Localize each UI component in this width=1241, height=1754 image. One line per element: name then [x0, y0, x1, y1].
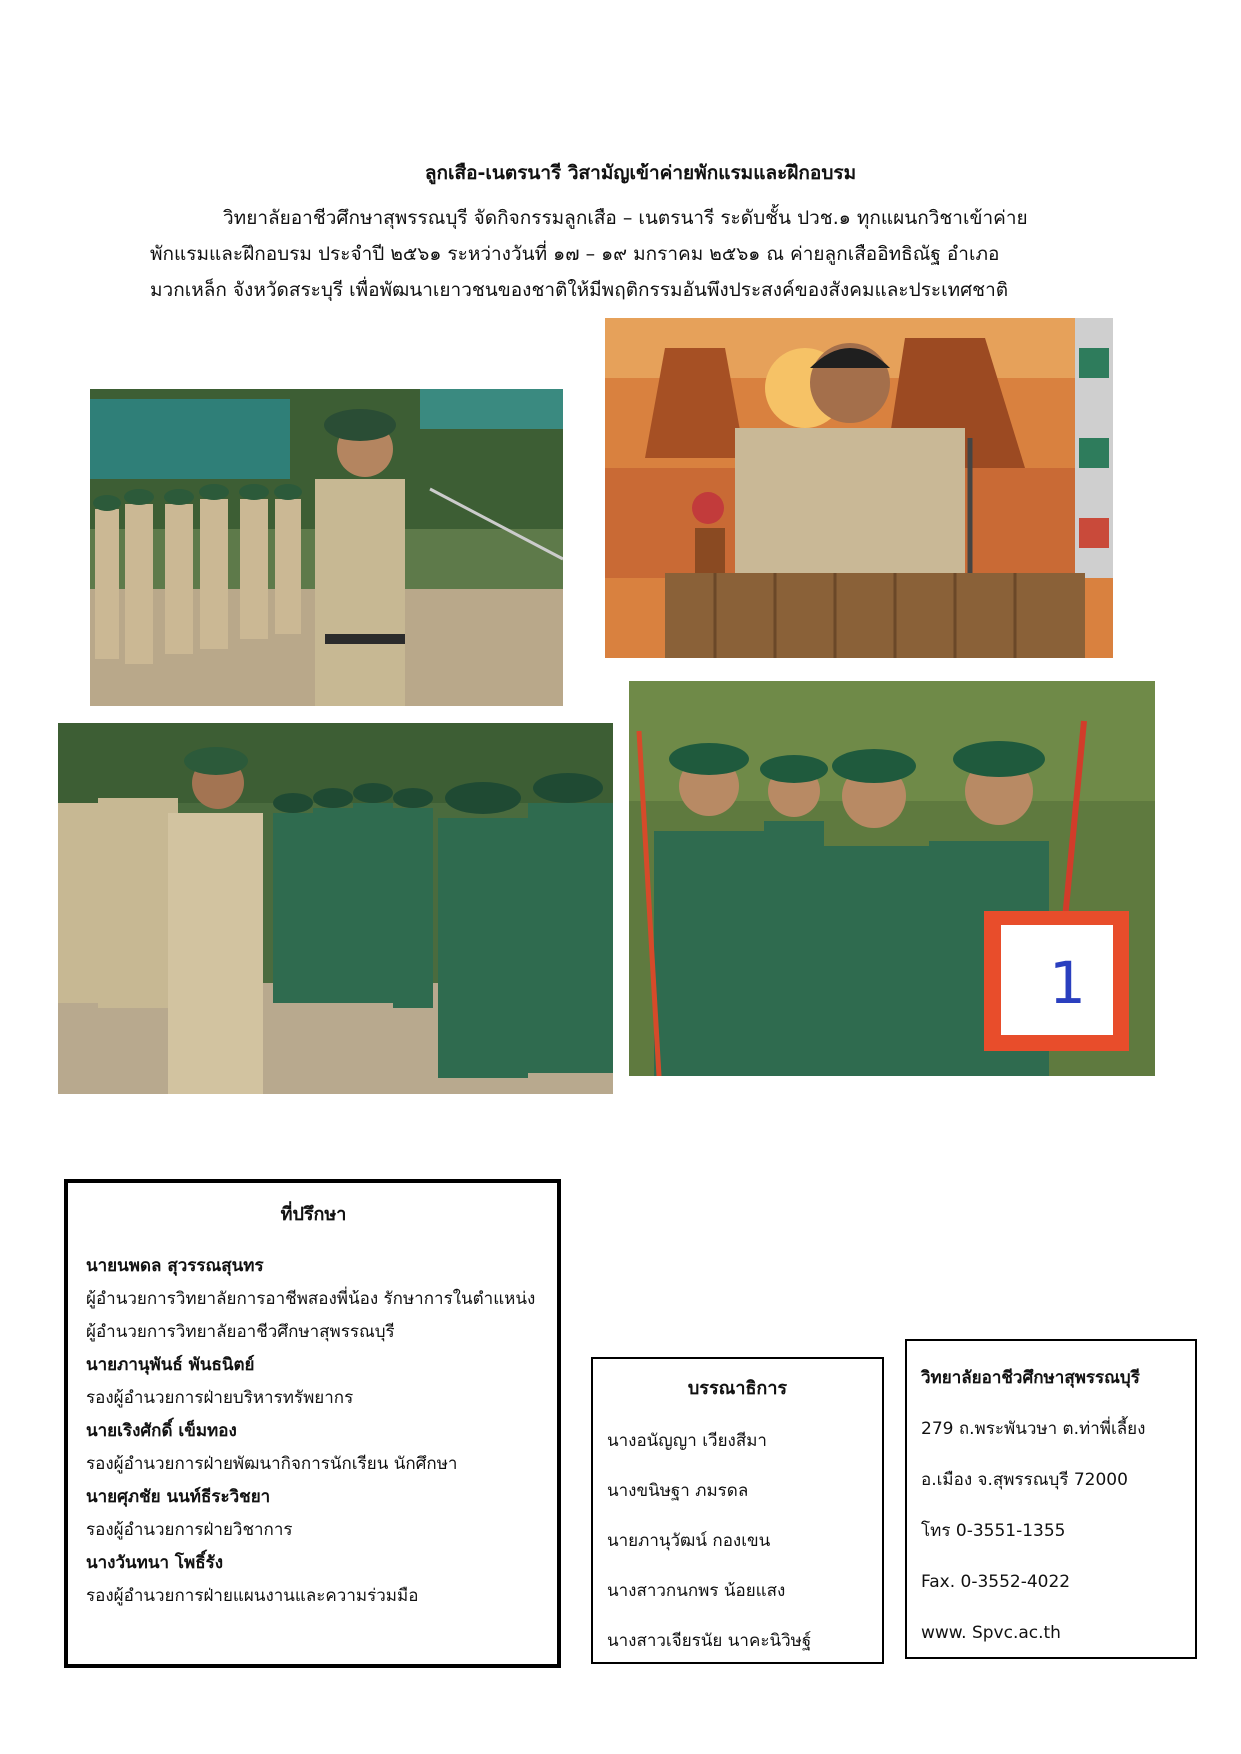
- contact-box: [905, 1339, 1197, 1659]
- photo-podium-speaker: [605, 318, 1113, 658]
- advisor-name: นายเริงศักดิ์ เข็มทอง: [86, 1421, 237, 1441]
- editor-name: นางขนิษฐา ภมรดล: [607, 1481, 749, 1501]
- photo-scout-salute: [58, 723, 613, 1094]
- address-line: 279 ถ.พระพันวษา ต.ท่าพี่เลี้ยง: [921, 1419, 1146, 1439]
- photo-instructor-speech: [90, 389, 563, 706]
- editor-name: นางสาวกนกพร น้อยแสง: [607, 1581, 786, 1601]
- sign-number: 1: [1049, 949, 1086, 1017]
- advisor-position: รองผู้อำนวยการฝ่ายวิชาการ: [86, 1520, 293, 1540]
- photo-scouts-group-sign: [629, 681, 1155, 1076]
- advisor-position: รองผู้อำนวยการฝ่ายพัฒนากิจการนักเรียน นักศึกษา: [86, 1454, 458, 1474]
- editors-title: บรรณาธิการ: [687, 1378, 788, 1399]
- intro-line: พักแรมและฝึกอบรม ประจำปี ๒๕๖๑ ระหว่างวันที่ ๑๗ – ๑๙ มกราคม ๒๕๖๑ ณ ค่ายลูกเสืออิทธิณัฐ อำเภอ: [150, 243, 1000, 265]
- editor-name: นางสาวเจียรนัย นาคะนิวิษฐ์: [607, 1631, 812, 1651]
- editor-name: นายภานุวัฒน์ กองเขน: [607, 1531, 771, 1551]
- advisor-position: รองผู้อำนวยการฝ่ายแผนงานและความร่วมมือ: [86, 1586, 419, 1606]
- advisors-title: ที่ปรึกษา: [280, 1204, 347, 1225]
- college-name: วิทยาลัยอาชีวศึกษาสุพรรณบุรี: [921, 1368, 1140, 1388]
- advisor-name: นายนพดล สุวรรณสุนทร: [86, 1256, 264, 1276]
- advisor-name: นายภานุพันธ์ พันธนิตย์: [86, 1355, 255, 1375]
- advisor-position: รองผู้อำนวยการฝ่ายบริหารทรัพยากร: [86, 1388, 354, 1408]
- website[interactable]: www. Spvc.ac.th: [921, 1623, 1061, 1643]
- article-title: ลูกเสือ-เนตรนารี วิสามัญเข้าค่ายพักแรมและฝึกอบรม: [424, 162, 857, 184]
- intro-line: วิทยาลัยอาชีวศึกษาสุพรรณบุรี จัดกิจกรรมลูกเสือ – เนตรนารี ระดับชั้น ปวช.๑ ทุกแผนกวิชาเข้าค่าย: [223, 207, 1028, 229]
- advisor-position: ผู้อำนวยการวิทยาลัยการอาชีพสองพี่น้อง รักษาการในตำแหน่ง: [86, 1289, 536, 1309]
- advisor-name: นายศุภชัย นนท์ธีระวิชยา: [86, 1487, 271, 1507]
- address-line: อ.เมือง จ.สุพรรณบุรี 72000: [921, 1470, 1128, 1490]
- intro-line: มวกเหล็ก จังหวัดสระบุรี เพื่อพัฒนาเยาวชนของชาติให้มีพฤติกรรมอันพึงประสงค์ของสังคมและประเทศชาติ: [150, 279, 1009, 301]
- fax-number: Fax. 0-3552-4022: [921, 1572, 1071, 1592]
- advisors-box: [64, 1179, 561, 1668]
- advisor-position: ผู้อำนวยการวิทยาลัยอาชีวศึกษาสุพรรณบุรี: [86, 1322, 395, 1342]
- phone-number: โทร 0-3551-1355: [921, 1521, 1066, 1541]
- article-intro: [150, 200, 1125, 308]
- editor-name: นางอนัญญา เวียงสีมา: [607, 1431, 767, 1451]
- editors-box: [591, 1357, 884, 1664]
- advisor-name: นางวันทนา โพธิ์รัง: [86, 1553, 224, 1573]
